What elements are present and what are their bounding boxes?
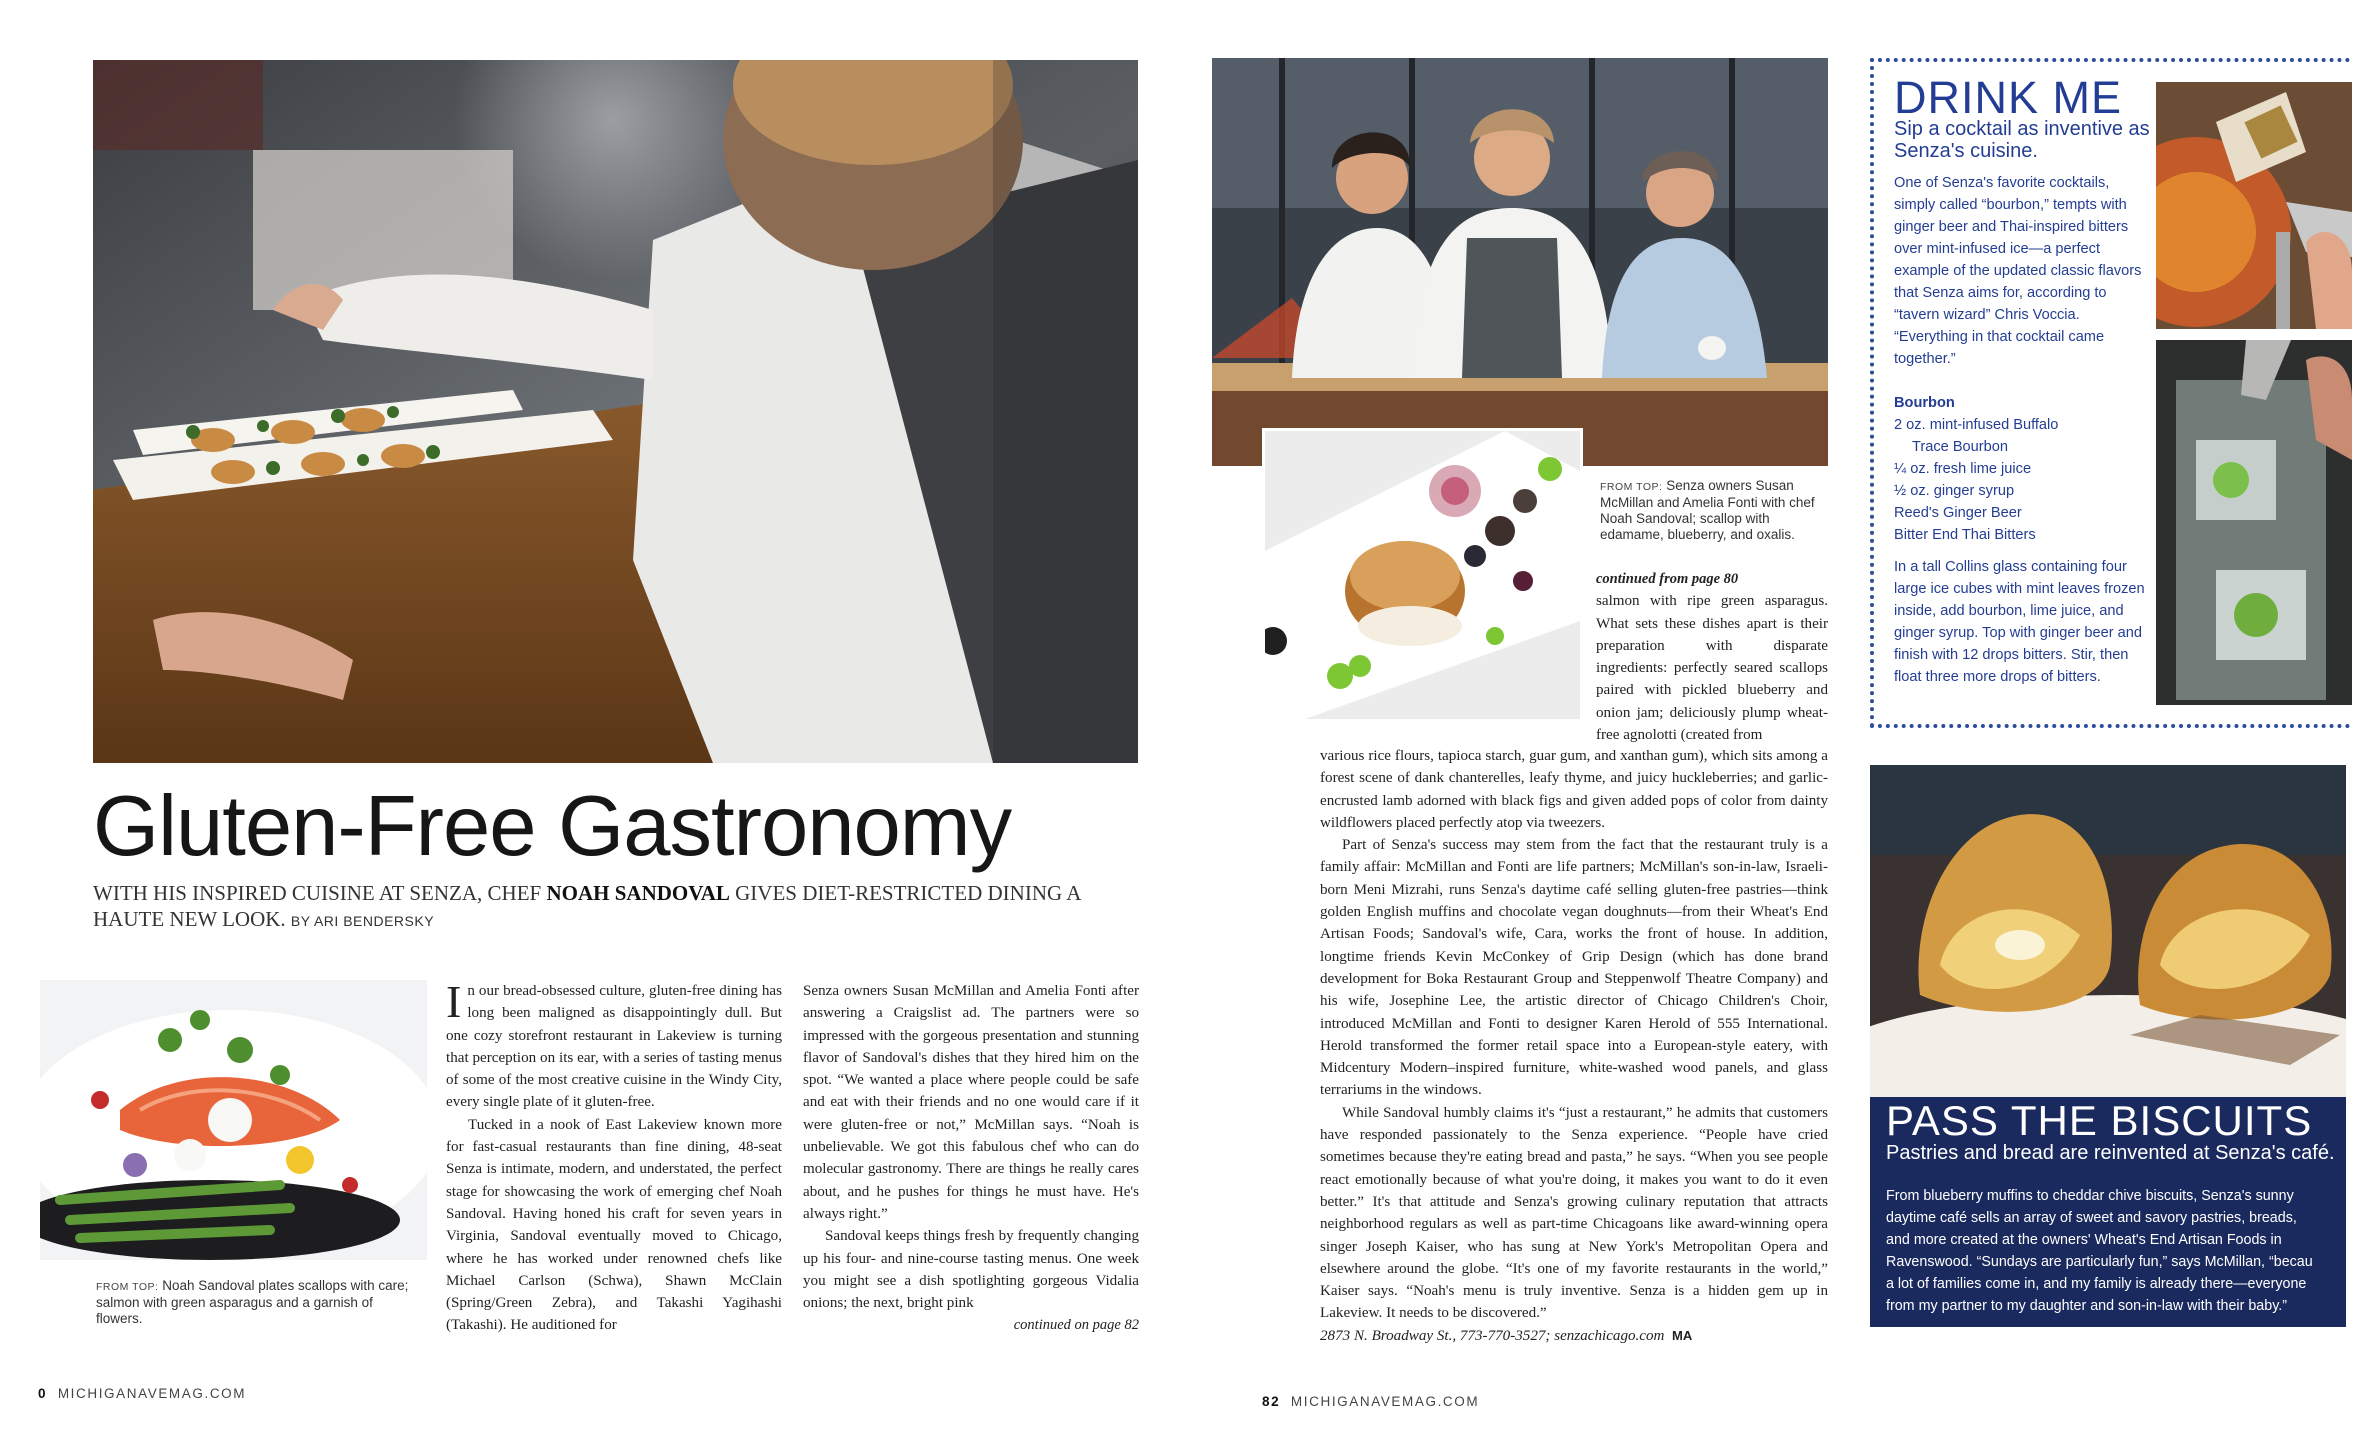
drink-me-text: One of Senza's favorite cocktails, simply called “bourbon,” tempts with ginger beer and Thai-inspired bitters over mint-infused ice—a perfect example of the updated classic flavors that Senza aims for, according to “tavern wizard” Chris Voccia. “Everything in that cocktail came together.”: [1894, 175, 2142, 367]
biscuits-subtitle: Pastries and bread are reinvented at Senza's café.: [1886, 1142, 2335, 1164]
left-photo-caption: [96, 1278, 416, 1327]
biscuits-text-line: from my partner to my daughter and son-in-law with their baby.”: [1886, 1298, 2288, 1314]
dek-chef-name: NOAH SANDOVAL: [546, 881, 730, 905]
recipe-ingredient: 2 oz. mint-infused Buffalo: [1894, 417, 2059, 433]
body-column-1: [446, 976, 782, 1337]
right-photo-caption: [1600, 478, 1830, 543]
right-page-number: 82: [1262, 1394, 1281, 1409]
continued-column-narrow: [1596, 568, 1828, 746]
article-dek: [93, 880, 1133, 934]
continued-from-label: continued from page 80: [1596, 571, 1739, 587]
wide-paragraph-1: various rice flours, tapioca starch, guar gum, and xanthan gum), which sits among a forest scene of dank chanterelles, leafy thyme, and juicy huckleberries; and garlic-encrusted lamb adorned with black figs and given added pops of color from dainty wildflowers placed perfectly atop via tweezers.: [1320, 748, 1828, 831]
recipe-method: In a tall Collins glass containing four large ice cubes with mint leaves frozen inside, add bourbon, lime juice, and ginger syrup. Top with ginger beer and finish with 12 drops bitters. Stir, then float three more drops of bitters.: [1894, 559, 2145, 685]
bourbon-recipe: [1894, 392, 2154, 546]
drink-me-title: DRINK ME: [1894, 72, 2123, 123]
biscuits-text-line: daytime café sells an array of sweet and savory pastries, breads,: [1886, 1210, 2297, 1226]
continued-column-wide: [1320, 745, 1828, 1347]
left-caption-label: FROM TOP:: [96, 1281, 159, 1293]
recipe-title: Bourbon: [1894, 395, 1955, 411]
right-folio: [1262, 1394, 1479, 1409]
right-caption-label: FROM TOP:: [1600, 481, 1663, 493]
left-caption-text: Noah Sandoval plates scallops with care; salmon with green asparagus and a garnish of flowers.: [96, 1278, 409, 1326]
biscuits-photo: [1870, 765, 2346, 1097]
col2-paragraph-1: Senza owners Susan McMillan and Amelia Fonti after answering a Craigslist ad. The partners were so impressed with the gorgeous presentation and stunning flavor of Sandoval's dishes that they hired him on the spot. “We wanted a place where people could be safe and eat with their friends and no one would care if it were gluten-free or not,” McMillan says. “Noah is unbelievable. We got this fabulous chef who can do molecular gastronomy. There are things he really cares about, and he pushes for things he must have. He's always right.”: [803, 983, 1139, 1222]
biscuits-text-line: Ravenswood. “Sundays are particularly fun,” says McMillan, “becau: [1886, 1254, 2313, 1270]
narrow-paragraph: salmon with ripe green asparagus. What sets these dishes apart is their preparation with disparate ingredients: perfectly seared scallops paired with pickled blueberry and onion jam; deliciously plump wheat-free agnolotti (created from: [1596, 593, 1828, 744]
hero-photo-chef-plating: [93, 60, 1138, 763]
biscuits-text-line: and more created at the owners' Wheat's End Artisan Foods in: [1886, 1232, 2282, 1248]
biscuits-text-line: a lot of families come in, and my family is already there—everyone: [1886, 1276, 2307, 1292]
dek-text-start: WITH HIS INSPIRED CUISINE AT SENZA, CHEF: [93, 881, 547, 905]
biscuits-text-line: From blueberry muffins to cheddar chive biscuits, Senza's sunny: [1886, 1188, 2294, 1204]
salmon-dish-photo: [40, 980, 427, 1260]
left-page-number: 0: [38, 1386, 48, 1401]
drop-cap: I: [446, 976, 462, 1027]
recipe-ingredient: ¼ oz. fresh lime juice: [1894, 461, 2032, 477]
end-mark: MA: [1672, 1327, 1693, 1343]
recipe-ingredient: Trace Bourbon: [1912, 439, 2008, 455]
byline: BY ARI BENDERSKY: [290, 913, 435, 929]
article-headline: Gluten-Free Gastronomy: [93, 779, 1012, 874]
recipe-ingredient: ½ oz. ginger syrup: [1894, 483, 2015, 499]
recipe-ingredient: Bitter End Thai Bitters: [1894, 527, 2036, 543]
restaurant-address: 2873 N. Broadway St., 773-770-3527; senzachicago.com: [1320, 1327, 1665, 1344]
left-folio-site: MICHIGANAVEMAG.COM: [57, 1386, 247, 1401]
left-folio: [38, 1386, 246, 1401]
right-folio-site: MICHIGANAVEMAG.COM: [1290, 1394, 1480, 1409]
recipe-ingredient: Reed's Ginger Beer: [1894, 505, 2022, 521]
collins-glass-photo: [2156, 340, 2352, 705]
col1-paragraph-1: n our bread-obsessed culture, gluten-free dining has long been maligned as disappointingly dull. But one cozy storefront restaurant in Lakeview is turning that perception on its ear, with a series of tasting menus of some of the most creative cuisine in the Windy City, every single plate of it gluten-free.: [446, 983, 782, 1111]
cocktail-pour-photo: [2156, 82, 2352, 329]
wide-paragraph-2: Part of Senza's success may stem from the fact that the restaurant truly is a family affair: McMillan and Fonti are life partners; McMillan's son-in-law, Israeli-born Meni Mizrahi, runs Senza's daytime café selling gluten-free pastries—think golden English muffins and chocolate vegan doughnuts—from their Wheat's End Artisan Foods; Sandoval's wife, Cara, works the front of house. In addition, longtime friends Kevin McConkey of Grip Design (which has done brand development for Boka Restaurant Group and Steppenwolf Theatre Company) and his wife, Josephine Lee, the artistic director of Chicago Children's Choir, introduced McMillan and Fonti to designer Karen Herold of 555 International. Herold transformed the former retail space into a European-style eatery, with Midcentury Modern–inspired furniture, white-washed wood panels, and glass terrariums in the windows.: [1320, 837, 1828, 1099]
scallop-dish-photo: [1262, 428, 1583, 722]
col1-paragraph-2: Tucked in a nook of East Lakeview known more for fast-casual restaurants than fine dining, 48-seat Senza is intimate, modern, and understated, the perfect stage for showcasing the work of emerging chef Noah Sandoval. Having honed his craft for seven years in Virginia, Sandoval eventually moved to Chicago, where he has worked under renowned chefs like Michael Carlson (Schwa), Shawn McClain (Spring/Green Zebra), and Takashi Yagihashi (Takashi). He auditioned for: [446, 1116, 782, 1334]
owners-photo: [1212, 58, 1828, 466]
continued-on-link[interactable]: continued on page 82: [1013, 1317, 1139, 1334]
col2-paragraph-2: Sandoval keeps things fresh by frequently changing up his four- and nine-course tasting menus. One week you might see a dish spotlighting gorgeous Vidalia onions; the next, bright pink: [803, 1228, 1139, 1312]
dek-text-end: GIVES DIET-RESTRICTED DINING A HAUTE NEW LOOK.: [93, 881, 1081, 931]
right-caption-text: Senza owners Susan McMillan and Amelia Fonti with chef Noah Sandoval; scallop with edamame, blueberry, and oxalis.: [1600, 478, 1815, 542]
drink-me-subtitle: Sip a cocktail as inventive as Senza's cuisine.: [1894, 118, 2150, 162]
biscuits-text: [1886, 1185, 2348, 1317]
wide-paragraph-3: While Sandoval humbly claims it's “just a restaurant,” he admits that customers have responded passionately to the Senza experience. “People have cried sometimes because they're eating bread and pasta,” he says. “When you see people react emotionally because of what you're doing, it makes you want to do it even better.” It's that attitude and Senza's growing culinary reputation that attracts neighborhood regulars as well as part-time Chicagoans like award-winning opera singer Joseph Kaiser, who has sung at New York's Metropolitan Opera and elsewhere around the globe. “It's one of my favorite restaurants in the world,” Kaiser says. “Noah's menu is truly inventive. Senza is a hidden gem up in Lakeview. It needs to be discovered.”: [1320, 1104, 1828, 1322]
biscuits-title: PASS THE BISCUITS: [1886, 1097, 2313, 1144]
body-column-2: [803, 980, 1139, 1337]
